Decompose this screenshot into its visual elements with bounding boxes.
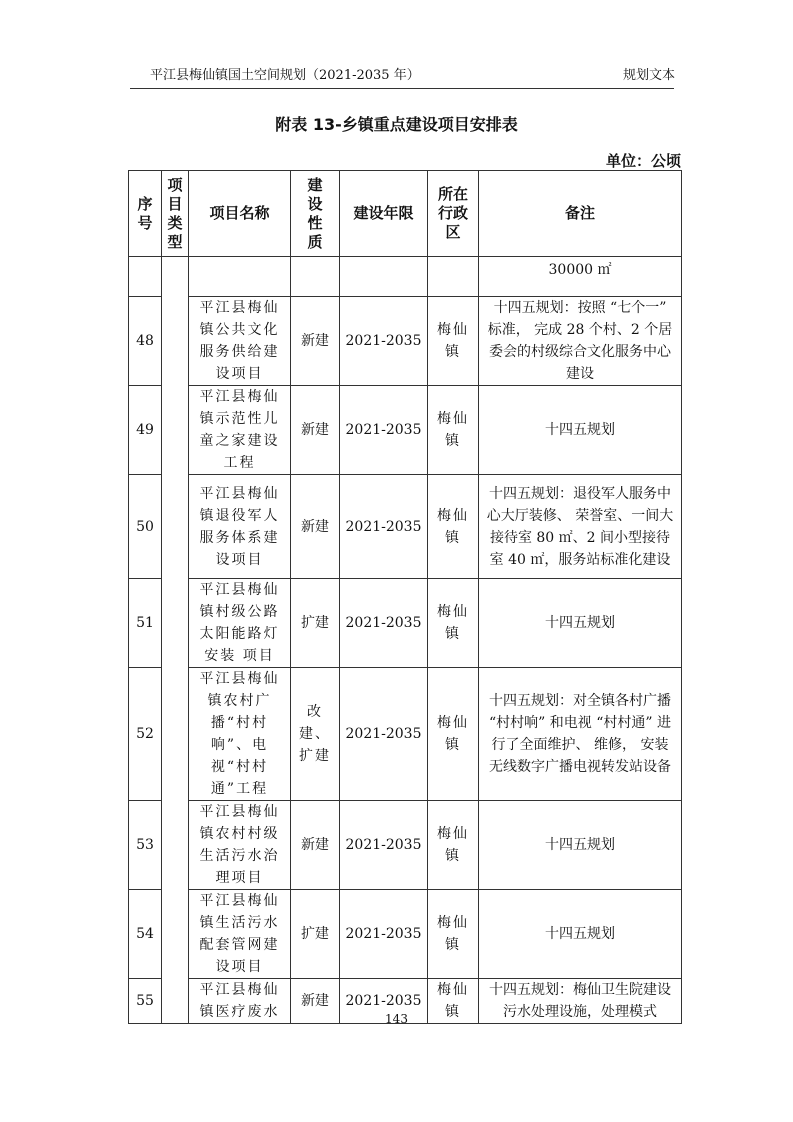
cell-period: 2021-2035 <box>340 668 428 801</box>
cell-name <box>189 257 291 297</box>
cell-period: 2021-2035 <box>340 979 428 1024</box>
column-header-district: 所在行政区 <box>428 171 479 257</box>
column-header-type: 项目类型 <box>162 171 189 257</box>
cell-seq: 51 <box>129 579 162 668</box>
table-row <box>129 801 682 890</box>
cell-remark: 十四五规划：梅仙卫生院建设污水处理设施，处理模式 <box>479 979 682 1024</box>
cell-name: 平江县梅仙镇生活污水配套管网建设项目 <box>189 890 291 979</box>
cell-district: 梅仙镇 <box>428 579 479 668</box>
cell-name: 平江县梅仙镇示范性儿童之家建设工程 <box>189 386 291 475</box>
cell-nature: 扩建 <box>291 579 340 668</box>
header-rule <box>130 88 674 89</box>
page-number: 143 <box>385 1012 408 1026</box>
table-row <box>129 386 682 475</box>
table-row <box>129 475 682 579</box>
cell-project-type <box>162 257 189 1024</box>
cell-district: 梅仙镇 <box>428 386 479 475</box>
cell-nature: 新建 <box>291 475 340 579</box>
table-row <box>129 668 682 801</box>
cell-remark: 十四五规划 <box>479 801 682 890</box>
cell-name: 平江县梅仙镇退役军人服务体系建设项目 <box>189 475 291 579</box>
cell-seq: 50 <box>129 475 162 579</box>
cell-remark: 十四五规划 <box>479 890 682 979</box>
document-header-type: 规划文本 <box>622 68 675 83</box>
cell-seq: 49 <box>129 386 162 475</box>
cell-nature: 新建 <box>291 801 340 890</box>
cell-period: 2021-2035 <box>340 801 428 890</box>
table-title: 附表 13-乡镇重点建设项目安排表 <box>275 115 518 134</box>
table-row <box>129 297 682 386</box>
cell-period: 2021-2035 <box>340 297 428 386</box>
cell-seq: 55 <box>129 979 162 1024</box>
cell-period: 2021-2035 <box>340 890 428 979</box>
cell-district: 梅仙镇 <box>428 801 479 890</box>
cell-nature: 新建 <box>291 979 340 1024</box>
cell-district: 梅仙镇 <box>428 297 479 386</box>
cell-seq: 54 <box>129 890 162 979</box>
column-header-name: 项目名称 <box>189 171 291 257</box>
cell-nature: 改建、扩建 <box>291 668 340 801</box>
table-header-row <box>129 171 682 257</box>
cell-district <box>428 257 479 297</box>
cell-remark: 十四五规划：对全镇各村广播 “村村响” 和电视 “村村通” 进行了全面维护、 维修， 安装无线数字广播电视转发站设备 <box>479 668 682 801</box>
cell-name: 平江县梅仙镇公共文化服务供给建设项目 <box>189 297 291 386</box>
cell-district: 梅仙镇 <box>428 979 479 1024</box>
cell-district: 梅仙镇 <box>428 475 479 579</box>
cell-remark: 十四五规划：退役军人服务中心大厅装修、 荣誉室、一间大接待室 80 ㎡、2 间小型接待室 40 ㎡，服务站标准化建设 <box>479 475 682 579</box>
cell-nature: 新建 <box>291 386 340 475</box>
cell-district: 梅仙镇 <box>428 890 479 979</box>
cell-period: 2021-2035 <box>340 579 428 668</box>
cell-nature: 扩建 <box>291 890 340 979</box>
document-header-title: 平江县梅仙镇国土空间规划（2021-2035 年） <box>150 68 420 83</box>
column-header-nature: 建设性质 <box>291 171 340 257</box>
project-table <box>128 170 682 1024</box>
cell-remark: 十四五规划 <box>479 386 682 475</box>
cell-name: 平江县梅仙镇农村广播“村村响”、电视“村村通”工程 <box>189 668 291 801</box>
column-header-remark: 备注 <box>479 171 682 257</box>
column-header-seq: 序号 <box>129 171 162 257</box>
cell-district: 梅仙镇 <box>428 668 479 801</box>
unit-label: 单位：公顷 <box>605 152 681 170</box>
cell-seq: 53 <box>129 801 162 890</box>
cell-period: 2021-2035 <box>340 386 428 475</box>
cell-name: 平江县梅仙镇村级公路太阳能路灯安装 项目 <box>189 579 291 668</box>
table-row-continuation <box>129 257 682 297</box>
cell-seq: 48 <box>129 297 162 386</box>
cell-nature: 新建 <box>291 297 340 386</box>
cell-remark: 十四五规划 <box>479 579 682 668</box>
cell-nature <box>291 257 340 297</box>
cell-name: 平江县梅仙镇农村村级生活污水治理项目 <box>189 801 291 890</box>
column-header-period: 建设年限 <box>340 171 428 257</box>
cell-period <box>340 257 428 297</box>
cell-name: 平江县梅仙镇医疗废水 <box>189 979 291 1024</box>
cell-period: 2021-2035 <box>340 475 428 579</box>
cell-seq: 52 <box>129 668 162 801</box>
table-row <box>129 579 682 668</box>
cell-remark: 30000 ㎡ <box>479 257 682 297</box>
cell-seq <box>129 257 162 297</box>
table-row <box>129 890 682 979</box>
cell-remark: 十四五规划：按照 “七个一” 标准， 完成 28 个村、2 个居委会的村级综合文化服务中心建设 <box>479 297 682 386</box>
